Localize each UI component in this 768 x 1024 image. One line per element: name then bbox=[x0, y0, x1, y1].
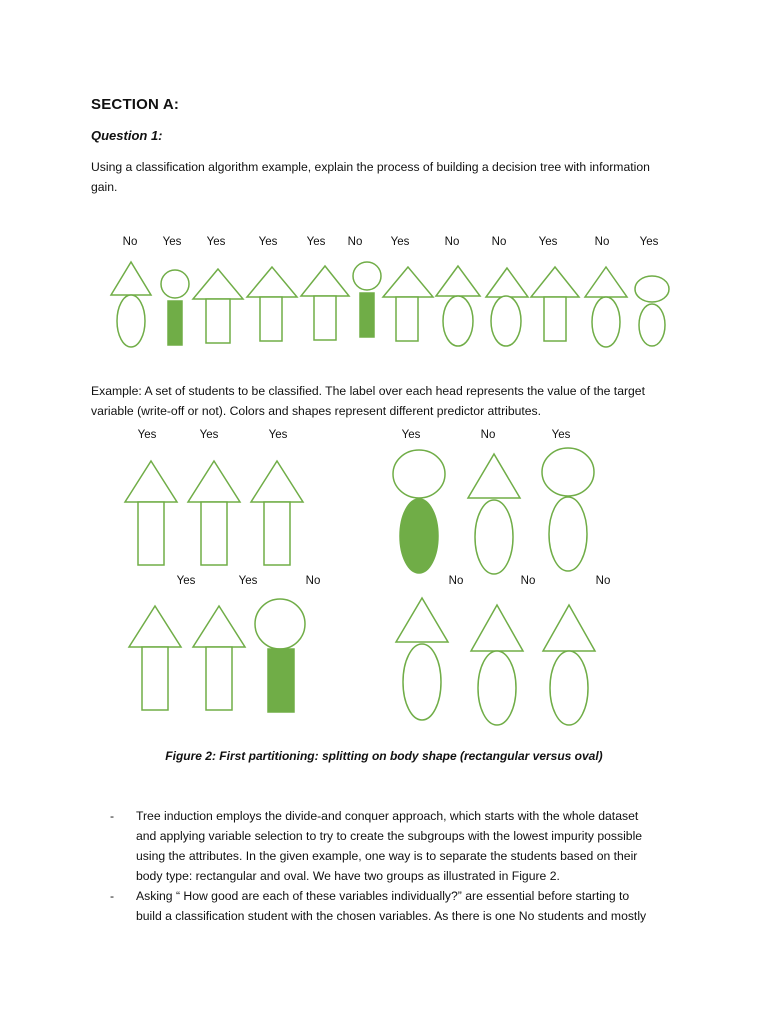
student-figure bbox=[396, 598, 448, 720]
bullet-line: using the attributes. In the given example, one way is to separate the students based on their bbox=[136, 849, 638, 863]
student-figure bbox=[393, 450, 445, 573]
figure-caption: Figure 2: First partitioning: splitting on body shape (rectangular versus oval) bbox=[165, 749, 603, 763]
student-figure bbox=[255, 599, 305, 712]
student-label: Yes bbox=[268, 429, 288, 441]
student-figure bbox=[543, 605, 595, 725]
student-figure bbox=[436, 266, 480, 346]
bullet-line: Tree induction employs the divide-and conquer approach, which starts with the whole dataset bbox=[136, 809, 639, 823]
student-label: No bbox=[491, 236, 507, 248]
student-label: Yes bbox=[390, 236, 410, 248]
bullet-line: and applying variable selection to try to create the subgroups with the lowest impurity possible bbox=[136, 829, 643, 843]
student-figure bbox=[193, 606, 245, 710]
prompt-paragraph bbox=[91, 157, 691, 197]
student-label: No bbox=[122, 236, 138, 248]
student-figure bbox=[468, 454, 520, 574]
student-label: No bbox=[347, 236, 363, 248]
student-figure bbox=[585, 267, 627, 347]
prompt-line: gain. bbox=[91, 180, 118, 194]
student-figure bbox=[383, 267, 433, 341]
bullet-dash: - bbox=[110, 809, 115, 823]
student-label: Yes bbox=[176, 575, 196, 587]
student-figure bbox=[129, 606, 181, 710]
student-label: No bbox=[480, 429, 496, 441]
student-figure bbox=[471, 605, 523, 725]
student-figure bbox=[542, 448, 594, 571]
student-label: No bbox=[520, 575, 536, 587]
bullet-item bbox=[110, 886, 680, 926]
student-figure bbox=[193, 269, 243, 343]
bullet-list bbox=[110, 806, 680, 926]
student-label: No bbox=[595, 575, 611, 587]
student-label: Yes bbox=[137, 429, 157, 441]
student-figure bbox=[301, 266, 349, 340]
student-label: Yes bbox=[306, 236, 326, 248]
student-label: Yes bbox=[551, 429, 571, 441]
student-figure bbox=[251, 461, 303, 565]
student-label: Yes bbox=[401, 429, 421, 441]
student-label: Yes bbox=[639, 236, 659, 248]
student-label: No bbox=[305, 575, 321, 587]
section-heading: SECTION A: bbox=[91, 96, 180, 113]
student-figure bbox=[247, 267, 297, 341]
student-figure bbox=[111, 262, 151, 347]
student-figure bbox=[353, 262, 381, 337]
student-figure bbox=[635, 276, 669, 346]
student-figure bbox=[188, 461, 240, 565]
example-line: Example: A set of students to be classified. The label over each head represents the value of the target bbox=[91, 384, 645, 398]
bullet-dash: - bbox=[110, 889, 115, 903]
student-label: Yes bbox=[258, 236, 278, 248]
student-label: No bbox=[444, 236, 460, 248]
student-figure bbox=[531, 267, 579, 341]
bullet-item bbox=[110, 806, 680, 886]
student-figure bbox=[161, 270, 189, 345]
student-figure bbox=[486, 268, 528, 346]
example-line: variable (write-off or not). Colors and shapes represent different predictor attributes. bbox=[91, 404, 542, 418]
student-label: Yes bbox=[162, 236, 182, 248]
student-label: Yes bbox=[238, 575, 258, 587]
student-label: Yes bbox=[206, 236, 226, 248]
student-label: Yes bbox=[538, 236, 558, 248]
bullet-line: body type: rectangular and oval. We have two groups as illustrated in Figure 2. bbox=[136, 869, 560, 883]
example-paragraph bbox=[91, 381, 691, 421]
student-figure bbox=[125, 461, 177, 565]
prompt-line: Using a classification algorithm example, explain the process of building a decision tree with information bbox=[91, 160, 650, 174]
question-heading: Question 1: bbox=[91, 128, 163, 143]
bullet-line: build a classification student with the chosen variables. As there is one No students and mostly bbox=[136, 909, 647, 923]
bullet-line: Asking “ How good are each of these variables individually?” are essential before starting to bbox=[136, 889, 630, 903]
student-label: No bbox=[448, 575, 464, 587]
student-label: No bbox=[594, 236, 610, 248]
student-label: Yes bbox=[199, 429, 219, 441]
